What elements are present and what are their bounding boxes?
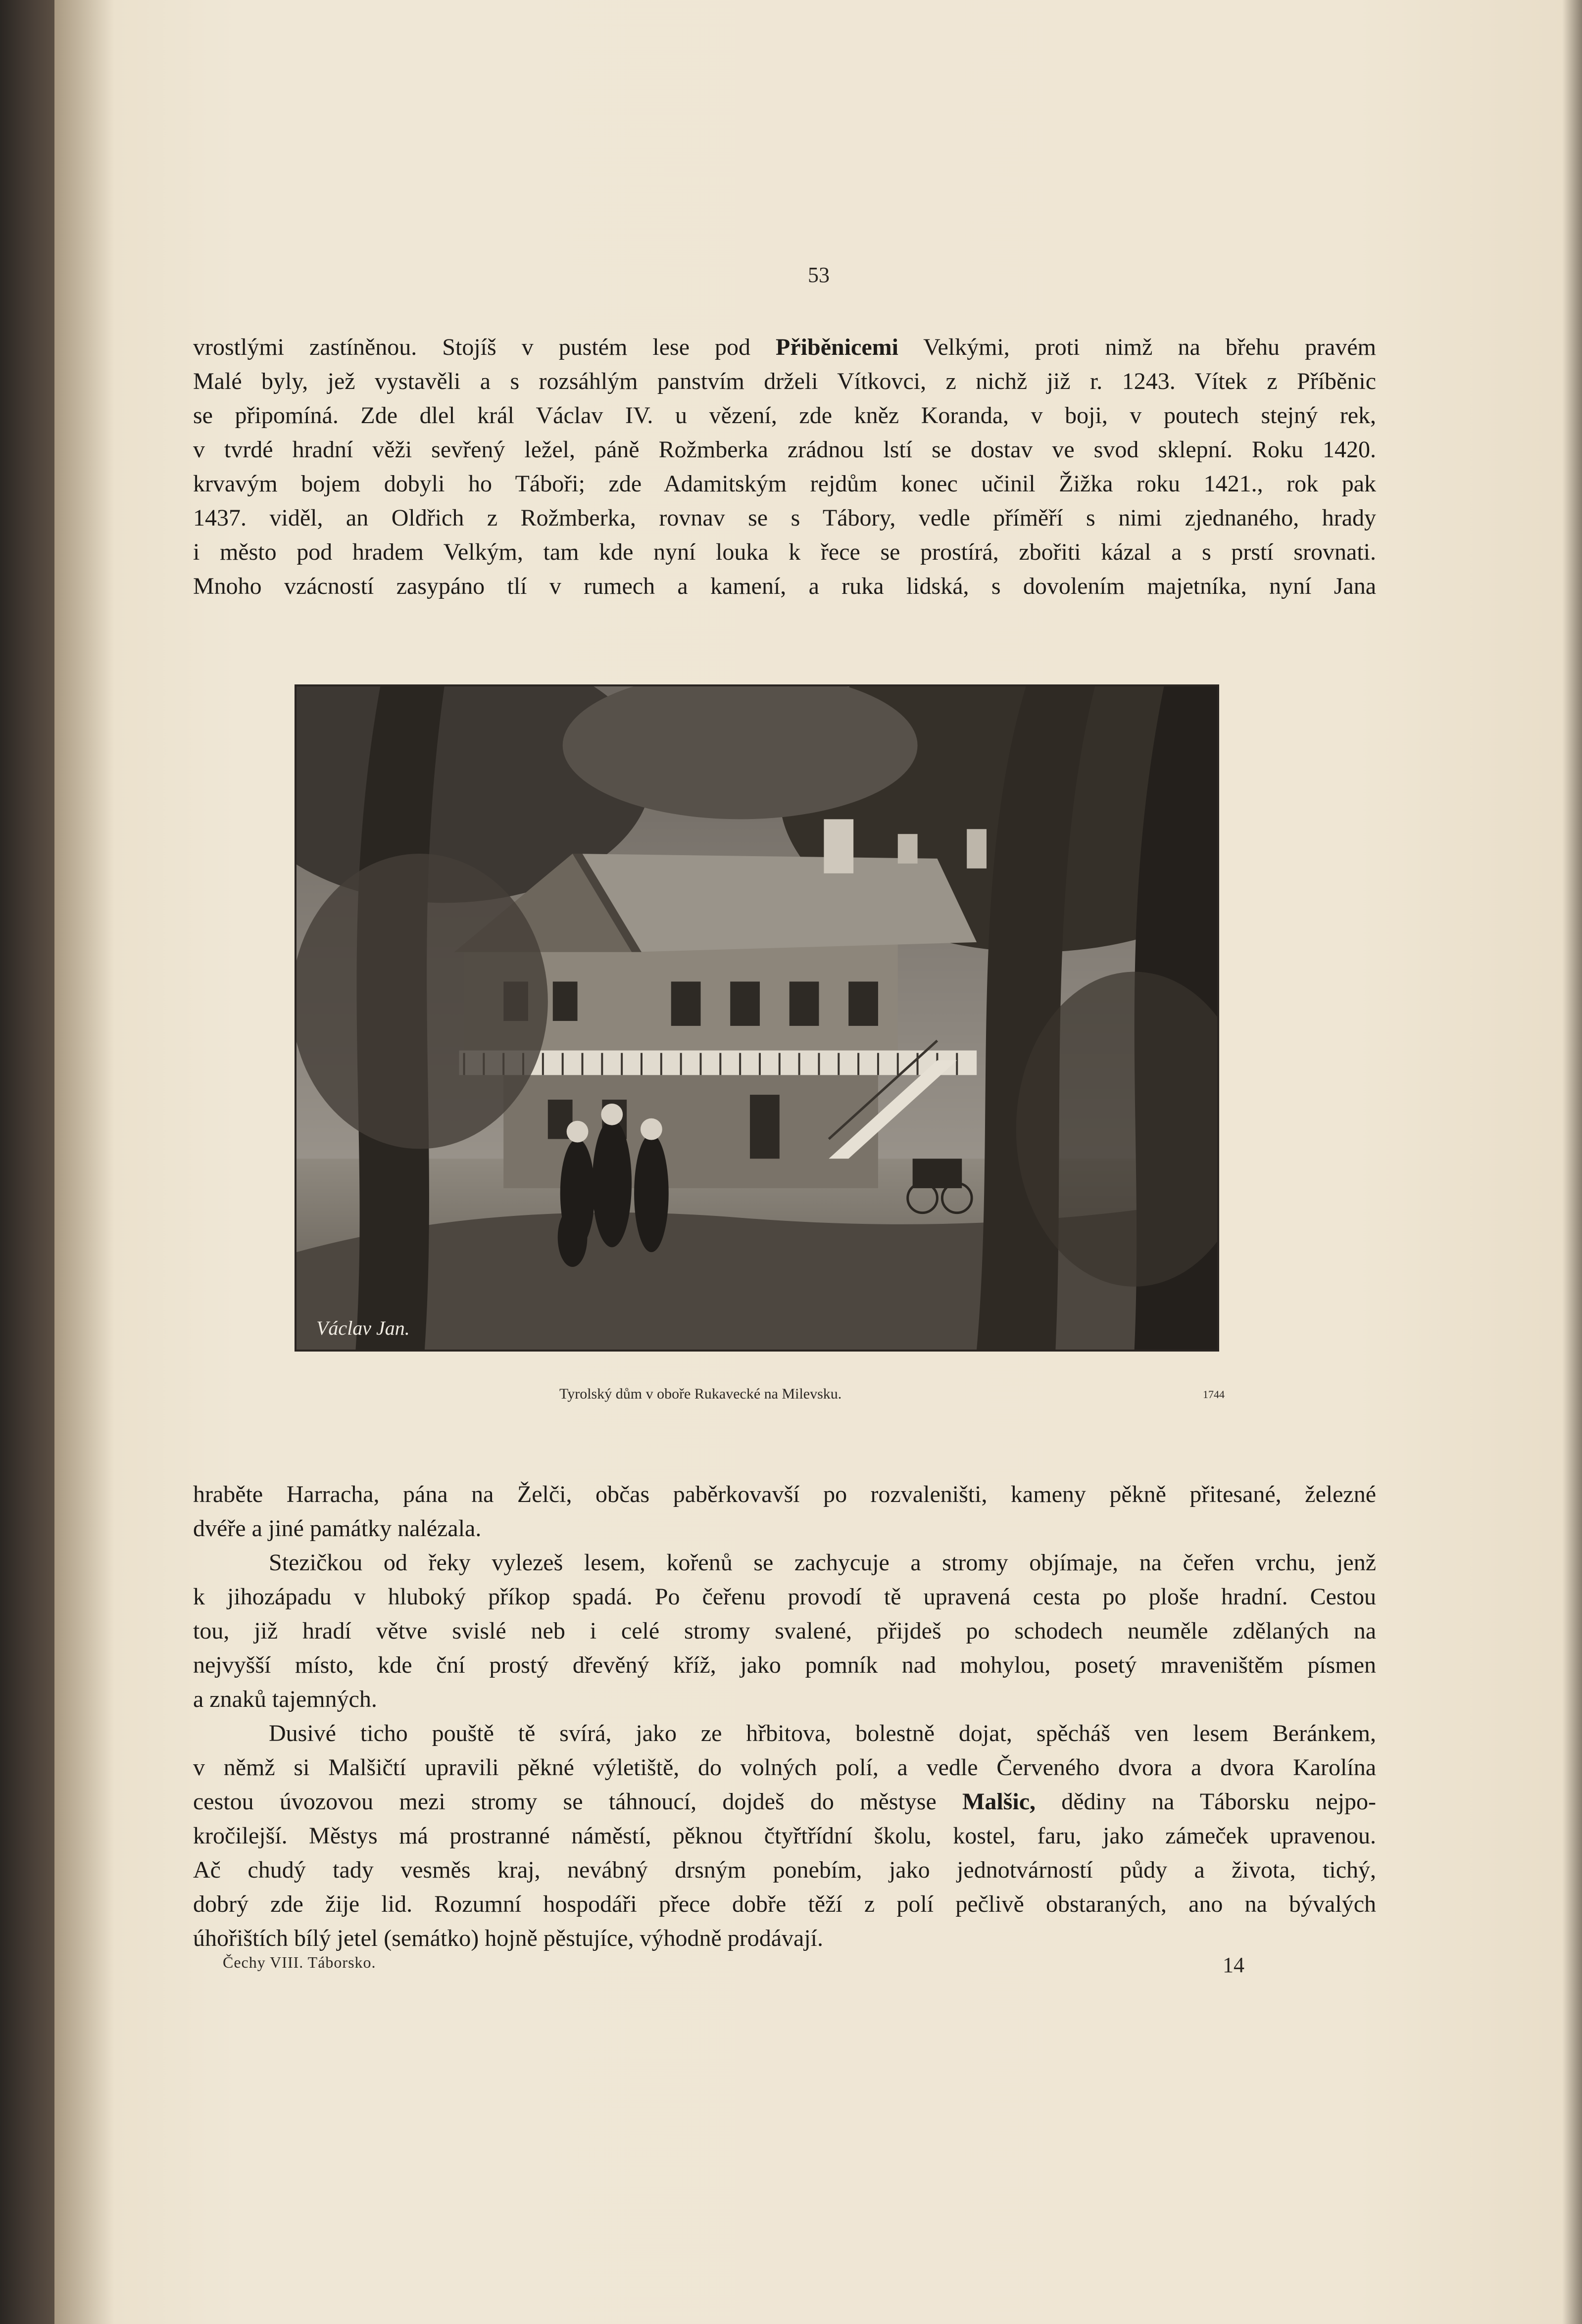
page-number: 53 bbox=[808, 263, 830, 287]
figure-caption: Tyrolský dům v oboře Rukavecké na Milevsku. bbox=[559, 1386, 842, 1402]
text-line: Mnoho vzácností zasypáno tlí v rumech a kamení, a ruka lidská, s dovolením majetníka, nyní Jana bbox=[193, 573, 1376, 599]
text-line: Dusivé ticho pouště tě svírá, jako ze hřbitova, bolestně dojat, spěcháš ven lesem Beránkem, bbox=[269, 1720, 1376, 1746]
signature-mark: Čechy VIII. Táborsko. bbox=[223, 1953, 376, 1971]
text-line: v tvrdé hradní věži sevřený ležel, páně Rožmberka zrádnou lstí se dostav ve svod sklepní. Roku 1420. bbox=[193, 436, 1376, 463]
book-page bbox=[54, 0, 1582, 2324]
text-line: krvavým bojem dobyli ho Táboři; zde Adamitským rejdům konec učinil Žižka roku 1421., rok pak bbox=[193, 471, 1376, 497]
text-line: tou, již hradí větve svislé neb i celé stromy svalené, přijdeš po schodech neuměle zdělaných na bbox=[193, 1618, 1376, 1644]
text-line: kročilejší. Městys má prostranné náměstí, pěknou čtyřtřídní školu, kostel, faru, jako zámeček upravenou. bbox=[193, 1823, 1376, 1849]
text-line: 1437. viděl, an Oldřich z Rožmberka, rovnav se s Tábory, vedle příměří s nimi zjednaného, hrady bbox=[193, 505, 1376, 531]
text-line: a znaků tajemných. bbox=[193, 1686, 377, 1712]
text-line: úhořištích bílý jetel (semátko) hojně pěstujíce, výhodně prodávají. bbox=[193, 1925, 824, 1951]
paragraph-bottom bbox=[193, 1477, 1376, 1955]
text-line: vrostlými zastíněnou. Stojíš v pustém lese pod Přiběnicemi Velkými, proti nimž na břehu pravém bbox=[193, 334, 1377, 360]
page-edge-shadow bbox=[1562, 0, 1582, 2324]
text-line: se připomíná. Zde dlel král Václav IV. u vězení, zde kněz Koranda, v boji, v poutech stejný rek, bbox=[193, 402, 1376, 429]
text-line: Ač chudý tady vesměs kraj, nevábný drsným ponebím, jako jednotvárností půdy a života, tichý, bbox=[193, 1857, 1376, 1883]
text-line: Stezičkou od řeky vylezeš lesem, kořenů se zachycuje a stromy objímaje, na čeřen vrchu, jenž bbox=[269, 1549, 1376, 1576]
text-line: v němž si Malšičtí upravili pěkné výletiště, do volných polí, a vedle Červeného dvora a dvora Karolína bbox=[193, 1754, 1376, 1781]
text-line: cestou úvozovou mezi stromy se táhnoucí, dojdeš do městyse Malšic, dědiny na Táborsku nejpo- bbox=[193, 1789, 1376, 1815]
spine-shadow bbox=[54, 0, 114, 2324]
text-line: i město pod hradem Velkým, tam kde nyní louka k řece se prostírá, zbořiti kázal a s prstí srovnati. bbox=[193, 539, 1376, 565]
text-line: dvéře a jiné památky nalézala. bbox=[193, 1515, 482, 1542]
artist-signature: Václav Jan. bbox=[316, 1317, 410, 1339]
text-line: Malé byly, jež vystavěli a s rozsáhlým panstvím drželi Vítkovci, z nichž již r. 1243. Vítek z Příběnic bbox=[193, 368, 1376, 394]
illustration-tyrolean-house bbox=[295, 684, 1219, 1352]
engraving-image bbox=[297, 686, 1217, 1350]
paragraph-top bbox=[193, 330, 1376, 603]
plate-number: 1744 bbox=[1203, 1388, 1225, 1401]
text-line: hraběte Harracha, pána na Želči, občas paběrkovavší po rozvaleništi, kameny pěkně přitesané, železné bbox=[193, 1481, 1376, 1507]
text-line: dobrý zde žije lid. Rozumní hospodáři přece dobře těží z polí pečlivě obstaraných, ano na bývalých bbox=[193, 1891, 1376, 1917]
text-line: nejvyšší místo, kde ční prostý dřevěný kříž, jako pomník nad mohylou, posetý mraveništěm písmen bbox=[193, 1652, 1376, 1678]
text-line: k jihozápadu v hluboký příkop spadá. Po čeřenu provodí tě upravená cesta po ploše hradní. Cestou bbox=[193, 1584, 1376, 1610]
sheet-number: 14 bbox=[1223, 1953, 1244, 1977]
